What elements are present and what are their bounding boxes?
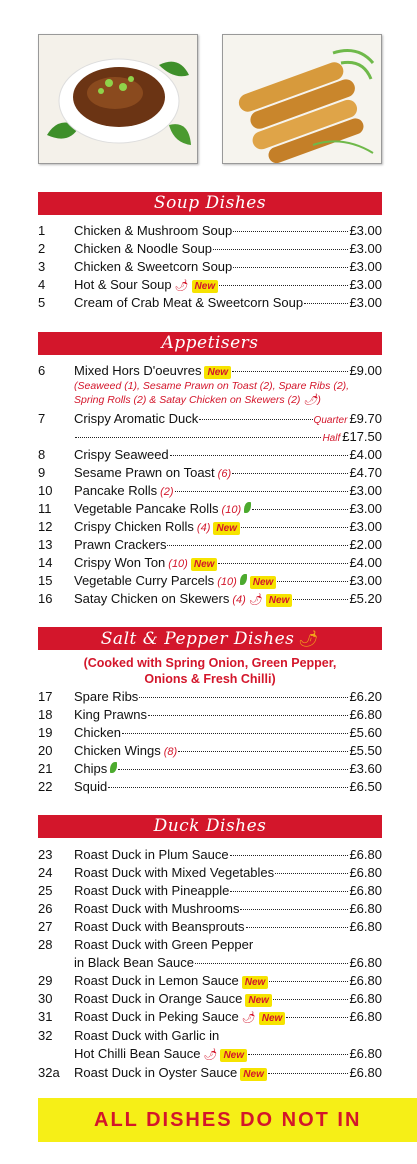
item-name: Roast Duck with Green Pepper — [74, 937, 254, 952]
menu-item-32a — [38, 1064, 382, 1082]
section-title: Salt & Pepper Dishes — [100, 629, 295, 649]
item-price: £6.50 — [349, 779, 382, 794]
menu-item-25 — [38, 882, 382, 900]
dot-leader — [175, 481, 349, 492]
item-6-contents-text: Spring Rolls (2) & Satay Chicken on Skewers (2) — [74, 394, 301, 406]
dot-leader — [241, 517, 349, 528]
new-badge: New — [192, 280, 219, 293]
item-name: Roast Duck in Plum Sauce — [74, 847, 229, 862]
dot-leader — [148, 705, 348, 716]
item-price: £3.00 — [349, 501, 382, 516]
item-number: 22 — [38, 779, 53, 794]
menu-item-32 — [38, 1027, 382, 1045]
menu-item-6 — [38, 362, 382, 380]
item-number: 14 — [38, 555, 53, 570]
item-name: Chicken & Mushroom Soup — [74, 223, 233, 238]
dot-leader — [195, 953, 348, 964]
item-name: Roast Duck with Beansprouts — [74, 919, 245, 934]
dot-leader — [293, 589, 348, 600]
item-number: 1 — [38, 223, 46, 238]
item-price: £4.00 — [349, 447, 382, 462]
item-price: £3.00 — [349, 573, 382, 588]
item-quantity: (4) — [196, 522, 211, 534]
item-name: Roast Duck in Orange Sauce — [74, 991, 243, 1006]
item-price: £6.80 — [349, 883, 382, 898]
menu-item-17 — [38, 688, 382, 706]
dot-leader — [230, 845, 349, 856]
item-name: Roast Duck with Garlic in — [74, 1028, 220, 1043]
dot-leader — [178, 741, 348, 752]
item-6-contents-line2: Spring Rolls (2) & Satay Chicken on Skewers (2) 🌶) — [74, 394, 321, 406]
new-badge: New — [220, 1049, 247, 1062]
item-name: Roast Duck in Peking Sauce — [74, 1009, 239, 1024]
item-name: Roast Duck with Pineapple — [74, 883, 230, 898]
section-header-salt-pepper — [38, 627, 382, 650]
item-number: 16 — [38, 591, 53, 606]
item-number: 24 — [38, 865, 53, 880]
item-price: £5.50 — [349, 743, 382, 758]
chilli-icon: 🌶 — [241, 1012, 256, 1024]
item-number: 13 — [38, 537, 53, 552]
menu-item-19 — [38, 724, 382, 742]
dot-leader — [213, 239, 348, 250]
item-name: Chicken & Noodle Soup — [74, 241, 213, 256]
dot-leader — [273, 989, 349, 1000]
item-quantity: (4) — [232, 594, 246, 606]
item-name: Chips — [74, 761, 108, 776]
item-name: Crispy Seaweed — [74, 447, 169, 462]
item-number: 32 — [38, 1028, 53, 1043]
item-price: £6.80 — [349, 1065, 382, 1080]
dot-leader — [108, 777, 348, 788]
item-number: 21 — [38, 761, 53, 776]
chilli-icon: 🌶 — [174, 280, 189, 292]
chilli-icon: 🌶 — [203, 1049, 218, 1061]
dot-leader — [219, 275, 348, 286]
item-name: Roast Duck in Lemon Sauce — [74, 973, 239, 988]
menu-item-15 — [38, 572, 382, 590]
dot-leader — [233, 221, 348, 232]
dot-leader — [248, 1044, 348, 1055]
dot-leader — [252, 499, 348, 510]
item-name: Chicken & Sweetcorn Soup — [74, 259, 233, 274]
item-6-contents-line1: (Seaweed (1), Sesame Prawn on Toast (2), Spare Ribs (2), — [74, 380, 350, 392]
menu-item-27 — [38, 918, 382, 936]
item-name: Spare Ribs — [74, 689, 139, 704]
salt-pepper-note-line2: Onions & Fresh Chilli) — [144, 672, 276, 686]
item-number: 10 — [38, 483, 53, 498]
item-price: £6.80 — [349, 865, 382, 880]
leaf-icon — [240, 574, 247, 585]
menu-item-2 — [38, 240, 382, 258]
dot-leader — [269, 971, 348, 982]
dot-leader — [167, 535, 348, 546]
item-number: 18 — [38, 707, 53, 722]
item-price: £9.70 — [349, 411, 382, 426]
item-name: Satay Chicken on Skewers — [74, 591, 230, 606]
dot-leader — [246, 917, 349, 928]
dot-leader — [232, 361, 348, 372]
item-price: £2.00 — [349, 537, 382, 552]
item-price: £6.80 — [349, 1046, 382, 1061]
menu-item-28-line2 — [38, 954, 382, 972]
item-name: Crispy Won Ton — [74, 555, 166, 570]
item-price: £3.00 — [349, 223, 382, 238]
item-price: £4.00 — [349, 555, 382, 570]
dot-leader — [218, 553, 348, 564]
item-name-line2: in Black Bean Sauce — [74, 955, 194, 970]
section-header-duck: Duck Dishes — [38, 815, 382, 838]
dot-leader — [75, 427, 321, 438]
item-name: Roast Duck in Oyster Sauce — [74, 1065, 238, 1080]
item-price: £6.20 — [349, 689, 382, 704]
item-name: Vegetable Pancake Rolls — [74, 501, 219, 516]
item-price: £6.80 — [349, 847, 382, 862]
dot-leader — [268, 1063, 349, 1074]
menu-item-21 — [38, 760, 382, 778]
menu-item-22 — [38, 778, 382, 796]
item-quantity: (2) — [160, 486, 174, 498]
item-price: £6.80 — [349, 901, 382, 916]
item-name: Roast Duck with Mushrooms — [74, 901, 240, 916]
item-name: Roast Duck with Mixed Vegetables — [74, 865, 275, 880]
new-badge: New — [245, 994, 272, 1007]
item-name-line2: Hot Chilli Bean Sauce — [74, 1046, 201, 1061]
spring-rolls-photo — [222, 34, 382, 164]
item-number: 31 — [38, 1009, 53, 1024]
item-name: Hot & Sour Soup — [74, 277, 172, 292]
item-number: 25 — [38, 883, 53, 898]
new-badge: New — [204, 366, 231, 379]
item-number: 4 — [38, 277, 46, 292]
menu-item-1 — [38, 222, 382, 240]
menu-item-24 — [38, 864, 382, 882]
menu-item-16 — [38, 590, 382, 608]
menu-item-31 — [38, 1008, 382, 1026]
menu-item-23 — [38, 846, 382, 864]
menu-item-28 — [38, 936, 382, 954]
menu-item-8 — [38, 446, 382, 464]
dot-leader — [240, 899, 348, 910]
item-price: £5.60 — [349, 725, 382, 740]
item-name: Sesame Prawn on Toast — [74, 465, 215, 480]
item-number: 32a — [38, 1065, 60, 1080]
item-price: £6.80 — [349, 919, 382, 934]
dot-leader — [122, 723, 348, 734]
item-price: £3.00 — [349, 277, 382, 292]
new-badge: New — [259, 1012, 286, 1025]
banner-text: ALL DISHES DO NOT IN — [94, 1109, 362, 1131]
menu-item-4 — [38, 276, 382, 294]
item-price: £6.80 — [349, 973, 382, 988]
photo-strip — [38, 34, 382, 164]
new-badge: New — [191, 558, 218, 571]
item-number: 17 — [38, 689, 53, 704]
item-quantity: (10) — [168, 558, 188, 570]
menu-item-11 — [38, 500, 382, 518]
item-name: Cream of Crab Meat & Sweetcorn Soup — [74, 295, 304, 310]
item-price: £6.80 — [349, 955, 382, 970]
new-badge: New — [213, 522, 240, 535]
item-name: Prawn Crackers — [74, 537, 167, 552]
hot-sour-soup-photo — [38, 34, 198, 164]
menu-item-18 — [38, 706, 382, 724]
item-number: 3 — [38, 259, 46, 274]
item-price: £6.80 — [349, 707, 382, 722]
menu-item-7 — [38, 410, 382, 428]
salt-pepper-note-line1: (Cooked with Spring Onion, Green Pepper, — [83, 656, 337, 670]
item-number: 23 — [38, 847, 53, 862]
dot-leader — [230, 881, 348, 892]
new-badge: New — [250, 576, 277, 589]
section-header-soup: Soup Dishes — [38, 192, 382, 215]
item-number: 2 — [38, 241, 46, 256]
item-price-half: £17.50 — [342, 429, 382, 444]
menu-item-20 — [38, 742, 382, 760]
dot-leader — [118, 759, 348, 770]
dot-leader — [304, 293, 348, 304]
menu-item-3 — [38, 258, 382, 276]
dot-leader — [233, 257, 348, 268]
menu-item-12 — [38, 518, 382, 536]
item-name: Squid — [74, 779, 108, 794]
menu-item-9 — [38, 464, 382, 482]
dot-leader — [232, 463, 348, 474]
item-name: Chicken — [74, 725, 121, 740]
chilli-icon: 🌶 — [248, 594, 263, 606]
item-number: 26 — [38, 901, 53, 916]
item-number: 9 — [38, 465, 46, 480]
item-number: 28 — [38, 937, 53, 952]
quarter-label: Quarter — [313, 415, 348, 426]
new-badge: New — [242, 976, 269, 989]
item-number: 29 — [38, 973, 53, 988]
menu-item-10 — [38, 482, 382, 500]
item-number: 15 — [38, 573, 53, 588]
item-number: 5 — [38, 295, 46, 310]
menu-item-30 — [38, 990, 382, 1008]
item-number: 7 — [38, 411, 46, 426]
chilli-icon: 🌶 — [298, 629, 320, 648]
section-header-appetisers: Appetisers — [38, 332, 382, 355]
item-number: 19 — [38, 725, 53, 740]
item-number: 30 — [38, 991, 53, 1006]
item-name: Pancake Rolls — [74, 483, 158, 498]
item-price: £4.70 — [349, 465, 382, 480]
item-quantity: (6) — [217, 468, 232, 480]
new-badge: New — [240, 1068, 267, 1081]
item-price: £3.00 — [349, 295, 382, 310]
item-name: Crispy Aromatic Duck — [74, 411, 199, 426]
item-price: £5.20 — [349, 591, 382, 606]
menu-item-13 — [38, 536, 382, 554]
item-number: 27 — [38, 919, 53, 934]
menu-item-29 — [38, 972, 382, 990]
menu-item-32-line2 — [38, 1045, 382, 1063]
half-label: Half — [322, 433, 341, 444]
item-price: £6.80 — [349, 991, 382, 1006]
item-number: 12 — [38, 519, 53, 534]
item-price: £3.00 — [349, 259, 382, 274]
item-name: Vegetable Curry Parcels — [74, 573, 215, 588]
dot-leader — [139, 687, 348, 698]
new-badge: New — [266, 594, 293, 607]
item-quantity: (10) — [221, 504, 242, 516]
dot-leader — [199, 409, 312, 420]
item-name: Mixed Hors D'oeuvres — [74, 363, 202, 378]
chilli-icon: 🌶 — [303, 394, 318, 406]
menu-item-14 — [38, 554, 382, 572]
allergy-banner — [38, 1098, 417, 1142]
dot-leader — [170, 445, 349, 456]
item-quantity: (8) — [163, 746, 178, 758]
item-quantity: (10) — [217, 576, 237, 588]
item-number: 11 — [38, 501, 52, 516]
leaf-icon — [244, 502, 251, 513]
leaf-icon — [110, 762, 117, 773]
item-name: Chicken Wings — [74, 743, 161, 758]
dot-leader — [277, 571, 348, 582]
menu-item-26 — [38, 900, 382, 918]
item-name: King Prawns — [74, 707, 147, 722]
item-price: £9.00 — [349, 363, 382, 378]
dot-leader — [286, 1007, 348, 1018]
item-price: £6.80 — [349, 1009, 382, 1024]
item-name: Crispy Chicken Rolls — [74, 519, 194, 534]
item-price: £3.00 — [349, 483, 382, 498]
dot-leader — [275, 863, 348, 874]
menu-item-7-half — [38, 428, 382, 446]
item-number: 8 — [38, 447, 46, 462]
item-price: £3.00 — [349, 519, 382, 534]
item-number: 6 — [38, 363, 46, 378]
item-price: £3.00 — [349, 241, 382, 256]
menu-item-5 — [38, 294, 382, 312]
item-price: £3.60 — [349, 761, 382, 776]
item-number: 20 — [38, 743, 53, 758]
